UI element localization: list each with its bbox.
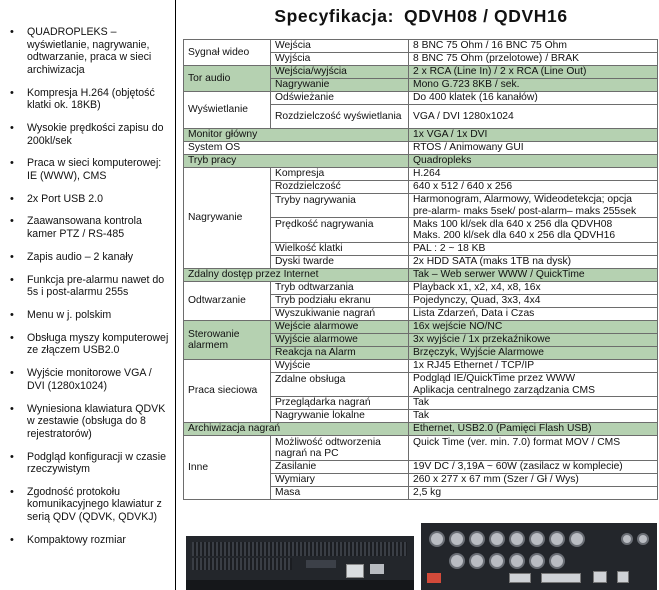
value-line: Maks 100 kl/sek dla 640 x 256 dla QDVH08: [413, 218, 613, 230]
category-cell: Inne: [184, 436, 271, 500]
bullet: •: [10, 157, 14, 170]
device-back-photo: [421, 523, 657, 590]
sub-cell: Wejścia/wyjścia: [271, 66, 409, 79]
value-cell: Tak – Web serwer WWW / QuickTime: [409, 269, 658, 282]
sub-cell: Wyszukiwanie nagrań: [271, 308, 409, 321]
list-item: • Zgodność protokołu komunikacyjnego klawiatur z serią QDV (QDVK, QDVKJ): [10, 485, 162, 524]
table-row: [184, 269, 658, 282]
value-line: Aplikacja centralnego zarządzania CMS: [413, 384, 596, 396]
table-row: [184, 92, 658, 105]
value-cell: Brzęczyk, Wyjście Alarmowe: [409, 347, 658, 360]
sub-cell: Wyjścia: [271, 53, 409, 66]
table-row: [184, 142, 658, 155]
value-cell: 1x RJ45 Ethernet / TCP/IP: [409, 360, 658, 373]
sub-cell: Nagrywanie: [271, 79, 409, 92]
bullet: •: [10, 533, 14, 546]
table-row: [184, 66, 658, 79]
value-cell: 2x HDD SATA (maks 1TB na dysk): [409, 256, 658, 269]
list-item: • Wyniesiona klawiatura QDVK w zestawie (obsługa do 8 rejestratorów): [10, 402, 166, 440]
sub-cell: Zasilanie: [271, 461, 409, 474]
table-row: [184, 129, 658, 142]
sub-cell: Nagrywanie lokalne: [271, 410, 409, 423]
label-cell: Tryb pracy: [184, 155, 409, 168]
sub-cell: Tryby nagrywania: [271, 194, 409, 218]
bullet: •: [10, 121, 14, 134]
value-cell: 16x wejście NO/NC: [409, 321, 658, 334]
value-cell: 260 x 277 x 67 mm (Szer / Gł / Wys): [409, 474, 658, 487]
table-row: [184, 436, 658, 461]
list-item: • Podgląd konfiguracji w czasie rzeczywistym: [10, 450, 166, 476]
sub-cell: Masa: [271, 487, 409, 500]
bullet: •: [10, 450, 14, 463]
value-cell: 8 BNC 75 Ohm / 16 BNC 75 Ohm: [409, 40, 658, 53]
value-cell: [409, 218, 658, 243]
label-cell: Zdalny dostęp przez Internet: [184, 269, 409, 282]
value-cell: Do 400 klatek (16 kanałów): [409, 92, 658, 105]
value-cell: 1x VGA / 1x DVI: [409, 129, 658, 142]
value-cell: 2 x RCA (Line In) / 2 x RCA (Line Out): [409, 66, 658, 79]
label-cell: System OS: [184, 142, 409, 155]
list-item: • Praca w sieci komputerowej: IE (WWW), CMS: [10, 157, 162, 182]
list-item: • QUADROPLEKS – wyświetlanie, nagrywanie, odtwarzanie, praca w sieci archiwizacja: [10, 26, 152, 76]
bullet: •: [10, 273, 14, 286]
value-cell: Quick Time (ver. min. 7.0) format MOV / CMS: [409, 436, 658, 461]
category-cell: Odtwarzanie: [184, 282, 271, 321]
table-row: [184, 282, 658, 295]
page-title: [186, 6, 656, 27]
value-line: Maks. 200 kl/sek dla 640 x 256 dla QDVH16: [413, 230, 616, 241]
category-cell: Nagrywanie: [184, 168, 271, 269]
table-row: [184, 321, 658, 334]
bullet: •: [10, 367, 14, 380]
bullet: •: [10, 26, 14, 38]
list-item: • Kompresja H.264 (objętość klatki ok. 18KB): [10, 86, 155, 112]
title-prefix: Specyfikacja:: [274, 6, 395, 26]
table-row: [184, 423, 658, 436]
feature-list: [0, 26, 176, 557]
value-cell: Harmonogram, Alarmowy, Wideodetekcja; opcja pre-alarm- maks 5sek/ post-alarm– maks 255sek: [409, 194, 658, 218]
value-cell: Ethernet, USB2.0 (Pamięci Flash USB): [409, 423, 658, 436]
bullet: •: [10, 309, 14, 321]
value-cell: Quadropleks: [409, 155, 658, 168]
list-item: • Kompaktowy rozmiar: [10, 533, 126, 546]
sub-cell: Tryb odtwarzania: [271, 282, 409, 295]
label-cell: Archiwizacja nagrań: [184, 423, 409, 436]
sub-cell: Tryb podziału ekranu: [271, 295, 409, 308]
category-cell: Wyświetlanie: [184, 92, 271, 129]
list-item: • Zaawansowana kontrola kamer PTZ / RS-485: [10, 215, 142, 241]
sub-cell: Wyjście alarmowe: [271, 334, 409, 347]
list-item: • 2x Port USB 2.0: [10, 192, 103, 205]
value-cell: 640 x 512 / 640 x 256: [409, 181, 658, 194]
value-cell: Tak: [409, 410, 658, 423]
value-cell: RTOS / Animowany GUI: [409, 142, 658, 155]
bullet: •: [10, 402, 14, 415]
table-row: [184, 40, 658, 53]
feature-list-column: [0, 0, 176, 590]
value-cell: [409, 373, 658, 397]
bullet: •: [10, 215, 14, 228]
bullet: •: [10, 250, 14, 263]
list-item: • Funkcja pre-alarmu nawet do 5s i post-alarmu 255s: [10, 273, 165, 299]
value-cell: Tak: [409, 397, 658, 410]
value-cell: PAL : 2 ~ 18 KB: [409, 243, 658, 256]
bullet: •: [10, 192, 14, 205]
bullet: •: [10, 485, 14, 498]
value-cell: 2,5 kg: [409, 487, 658, 500]
value-cell: Mono G.723 8KB / sek.: [409, 79, 658, 92]
list-item: • Menu w j. polskim: [10, 309, 112, 321]
list-item: • Wysokie prędkości zapisu do 200kl/sek: [10, 121, 164, 147]
sub-cell: Przeglądarka nagrań: [271, 397, 409, 410]
sub-cell: Wymiary: [271, 474, 409, 487]
table-row: [184, 155, 658, 168]
value-cell: VGA / DVI 1280x1024: [409, 105, 658, 129]
value-cell: Pojedynczy, Quad, 3x3, 4x4: [409, 295, 658, 308]
table-row: [184, 168, 658, 181]
sub-cell: Rozdzielczość: [271, 181, 409, 194]
value-cell: Lista Zdarzeń, Data i Czas: [409, 308, 658, 321]
category-cell: Tor audio: [184, 66, 271, 92]
bullet: •: [10, 331, 14, 344]
sub-cell: Wyjście: [271, 360, 409, 373]
sub-cell: Wejścia: [271, 40, 409, 53]
sub-cell: Wejście alarmowe: [271, 321, 409, 334]
sub-cell: Wielkość klatki: [271, 243, 409, 256]
value-line: Podgląd IE/QuickTime przez WWW: [413, 373, 576, 384]
bullet: •: [10, 86, 14, 99]
list-item: • Zapis audio – 2 kanały: [10, 250, 134, 263]
value-cell: Playback x1, x2, x4, x8, 16x: [409, 282, 658, 295]
sub-cell: Rozdzielczość wyświetlania: [271, 105, 409, 129]
category-cell: Praca sieciowa: [184, 360, 271, 423]
sub-cell: Reakcja na Alarm: [271, 347, 409, 360]
spec-table: [183, 39, 658, 500]
sub-cell: Możliwość odtworzenia nagrań na PC: [271, 436, 409, 461]
sub-cell: Prędkość nagrywania: [271, 218, 409, 243]
title-models: QDVH08 / QDVH16: [404, 6, 568, 26]
value-cell: 19V DC / 3,19A ~ 60W (zasilacz w komplecie): [409, 461, 658, 474]
category-cell: Sterowanie alarmem: [184, 321, 271, 360]
sub-cell: Kompresja: [271, 168, 409, 181]
sub-cell: Dyski twarde: [271, 256, 409, 269]
device-front-photo: [186, 536, 414, 590]
sub-cell: Odświeżanie: [271, 92, 409, 105]
category-cell: Sygnał wideo: [184, 40, 271, 66]
value-cell: 3x wyjście / 1x przekaźnikowe: [409, 334, 658, 347]
sub-cell: Zdalne obsługa: [271, 373, 409, 397]
value-cell: 8 BNC 75 Ohm (przelotowe) / BRAK: [409, 53, 658, 66]
table-row: [184, 360, 658, 373]
label-cell: Monitor główny: [184, 129, 409, 142]
value-cell: H.264: [409, 168, 658, 181]
list-item: • Wyjście monitorowe VGA / DVI (1280x1024): [10, 367, 152, 392]
list-item: • Obsługa myszy komputerowej ze złączem USB2.0: [10, 331, 169, 357]
